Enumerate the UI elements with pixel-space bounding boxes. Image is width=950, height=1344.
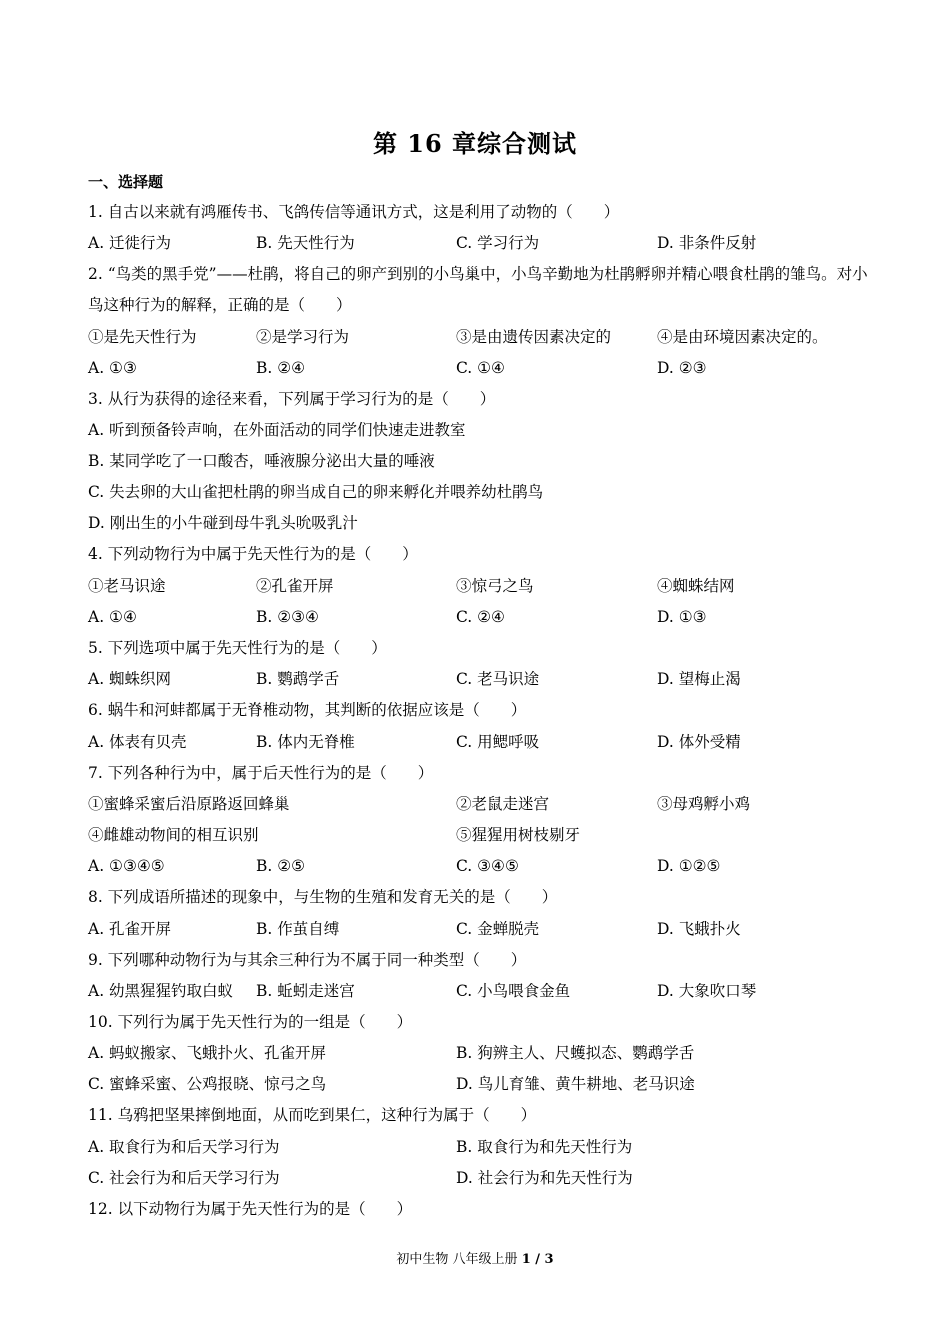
question-3-option-d: D. 刚出生的小牛碰到母牛乳头吮吸乳汁 [88,514,358,532]
question-2-items [0,327,950,347]
option-d: D. 体外受精 [657,733,741,751]
question-6-stem: 6. 蜗牛和河蚌都属于无脊椎动物，其判断的依据应该是（ ） [88,701,527,719]
question-5-options [0,669,950,689]
option-d: D. 社会行为和先天性行为 [456,1169,633,1187]
option-a: A. ①③④⑤ [88,857,165,875]
item-1: ①是先天性行为 [88,328,197,346]
question-2-options [0,358,950,378]
option-a: A. ①④ [88,608,137,626]
question-11-options-row2 [0,1168,950,1188]
item-2: ②老鼠走迷宫 [456,795,550,813]
option-b: B. 蚯蚓走迷宫 [256,982,355,1000]
option-d: D. 鸟儿育雏、黄牛耕地、老马识途 [456,1075,695,1093]
option-b: B. 作茧自缚 [256,920,340,938]
option-a: A. 取食行为和后天学习行为 [88,1138,280,1156]
item-1: ①老马识途 [88,577,166,595]
option-a: A. 孔雀开屏 [88,920,172,938]
question-11-options-row1 [0,1137,950,1157]
question-10-options-row2 [0,1074,950,1094]
question-10-options-row1 [0,1043,950,1063]
section-heading: 一、选择题 [88,173,164,191]
question-7-items-row1 [0,794,950,814]
option-b: B. 体内无脊椎 [256,733,355,751]
option-c: C. 蜜蜂采蜜、公鸡报晓、惊弓之鸟 [88,1075,327,1093]
option-a: A. 体表有贝壳 [88,733,187,751]
item-4: ④蜘蛛结网 [657,577,735,595]
question-3-option-b: B. 某同学吃了一口酸杏，唾液腺分泌出大量的唾液 [88,452,435,470]
question-7-stem: 7. 下列各种行为中，属于后天性行为的是（ ） [88,764,434,782]
option-a: A. 幼黑猩猩钓取白蚁 [88,982,234,1000]
option-d: D. ②③ [657,359,707,377]
question-8-stem: 8. 下列成语所描述的现象中，与生物的生殖和发育无关的是（ ） [88,888,558,906]
item-5: ⑤猩猩用树枝剔牙 [456,826,581,844]
option-d: D. 大象吹口琴 [657,982,757,1000]
option-c: C. 社会行为和后天学习行为 [88,1169,280,1187]
question-6-options [0,732,950,752]
option-b: B. 先天性行为 [256,234,355,252]
question-4-options [0,607,950,627]
question-3-option-a: A. 听到预备铃声响，在外面活动的同学们快速走进教室 [88,421,466,439]
page-footer [0,1248,950,1267]
option-a: A. 蚂蚁搬家、飞蛾扑火、孔雀开屏 [88,1044,327,1062]
question-1-options [0,233,950,253]
question-1-stem: 1. 自古以来就有鸿雁传书、飞鸽传信等通讯方式，这是利用了动物的（ ） [88,203,620,221]
item-2: ②孔雀开屏 [256,577,334,595]
option-d: D. 望梅止渴 [657,670,741,688]
question-4-stem: 4. 下列动物行为中属于先天性行为的是（ ） [88,545,418,563]
option-c: C. ②④ [456,608,505,626]
question-2-stem: 2. “鸟类的黑手党”——杜鹃，将自己的卵产到别的小鸟巢中，小鸟辛勤地为杜鹃孵卵并精心喂食杜鹃的雏鸟。对小鸟这种行为的解释，正确的是（ ） [88,265,868,314]
option-b: B. ②④ [256,359,306,377]
page-number: 1 / 3 [521,1252,554,1267]
question-11-stem: 11. 乌鸦把坚果摔倒地面，从而吃到果仁，这种行为属于（ ） [88,1106,537,1124]
footer-text: 初中生物 八年级上册 [396,1252,522,1267]
option-b: B. ②③④ [256,608,319,626]
option-d: D. ①②⑤ [657,857,721,875]
item-2: ②是学习行为 [256,328,350,346]
option-c: C. 小鸟喂食金鱼 [456,982,571,1000]
item-4: ④雌雄动物间的相互识别 [88,826,259,844]
question-7-options [0,856,950,876]
option-c: C. 老马识途 [456,670,540,688]
question-12-stem: 12. 以下动物行为属于先天性行为的是（ ） [88,1200,413,1218]
option-c: C. 用鳃呼吸 [456,733,540,751]
option-b: B. 鹦鹉学舌 [256,670,340,688]
option-a: A. 蜘蛛织网 [88,670,172,688]
question-7-items-row2 [0,825,950,845]
option-c: C. ③④⑤ [456,857,519,875]
option-c: C. 金蝉脱壳 [456,920,540,938]
page-title: 第 16 章综合测试 [372,129,578,158]
item-3: ③母鸡孵小鸡 [657,795,751,813]
option-c: C. 学习行为 [456,234,540,252]
question-3-option-c: C. 失去卵的大山雀把杜鹃的卵当成自己的卵来孵化并喂养幼杜鹃鸟 [88,483,544,501]
option-b: B. 狗辨主人、尺蠖拟态、鹦鹉学舌 [456,1044,695,1062]
item-3: ③惊弓之鸟 [456,577,534,595]
question-10-stem: 10. 下列行为属于先天性行为的一组是（ ） [88,1013,413,1031]
question-8-options [0,919,950,939]
item-3: ③是由遗传因素决定的 [456,328,612,346]
question-9-stem: 9. 下列哪种动物行为与其余三种行为不属于同一种类型（ ） [88,951,527,969]
option-c: C. ①④ [456,359,505,377]
option-a: A. 迁徙行为 [88,234,172,252]
question-5-stem: 5. 下列选项中属于先天性行为的是（ ） [88,639,387,657]
option-d: D. 飞蛾扑火 [657,920,741,938]
question-9-options [0,981,950,1001]
option-d: D. ①③ [657,608,707,626]
option-a: A. ①③ [88,359,137,377]
question-3-stem: 3. 从行为获得的途径来看，下列属于学习行为的是（ ） [88,390,496,408]
item-1: ①蜜蜂采蜜后沿原路返回蜂巢 [88,795,290,813]
question-4-items [0,576,950,596]
option-d: D. 非条件反射 [657,234,757,252]
item-4: ④是由环境因素决定的。 [657,328,828,346]
option-b: B. ②⑤ [256,857,306,875]
option-b: B. 取食行为和先天性行为 [456,1138,633,1156]
